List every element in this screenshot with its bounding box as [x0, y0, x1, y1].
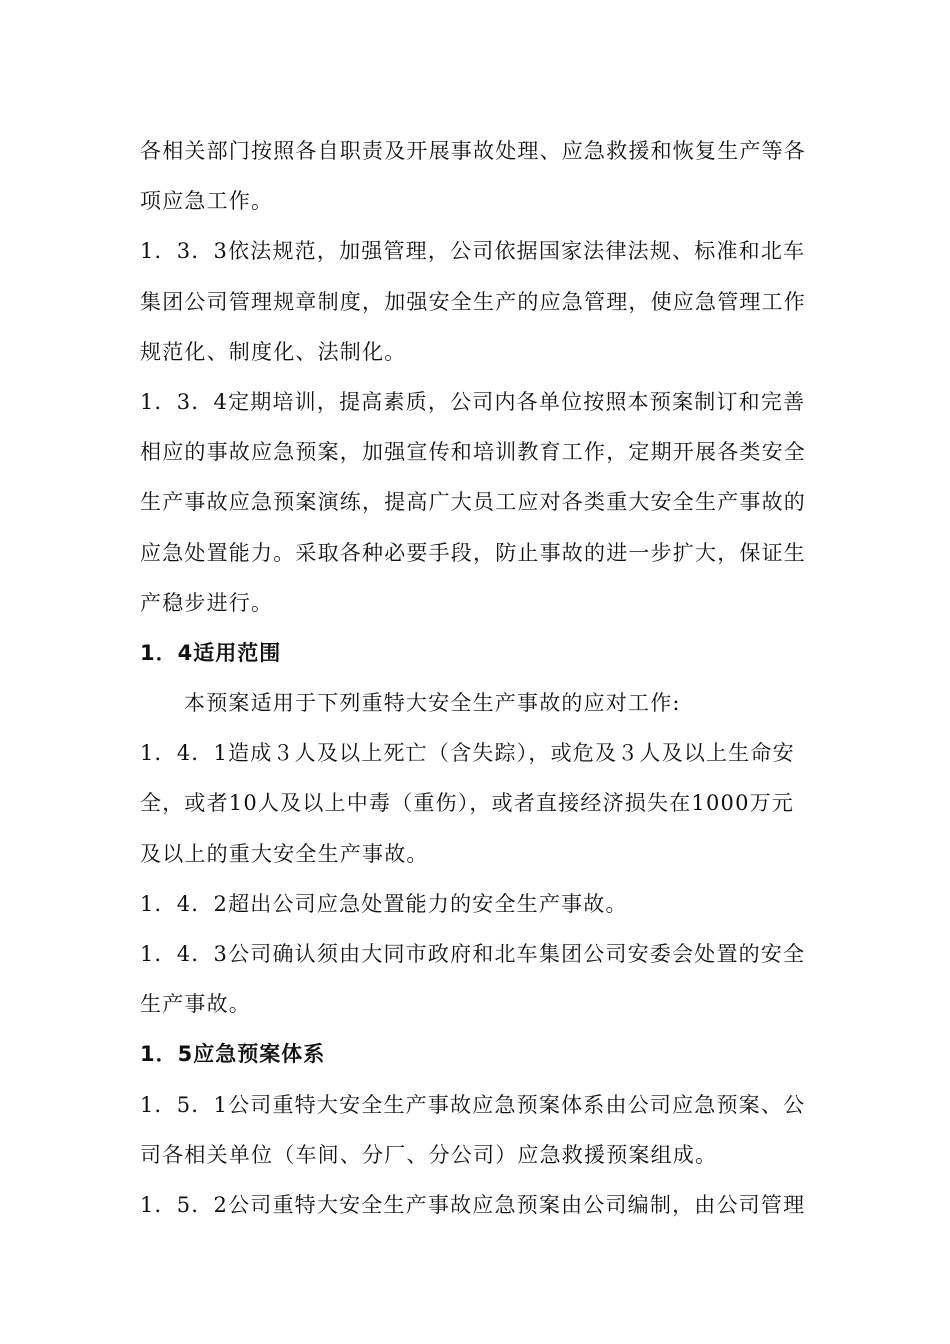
text-line: 相应的事故应急预案，加强宣传和培训教育工作，定期开展各类安全: [140, 440, 806, 465]
section-heading: 1．4适用范围: [140, 640, 282, 665]
text-line: 1．5．2公司重特大安全生产事故应急预案由公司编制，由公司管理: [140, 1192, 806, 1217]
text-line: 司各相关单位（车间、分厂、分公司）应急救援预案组成。: [140, 1142, 718, 1167]
text-line: 1．4．2超出公司应急处置能力的安全生产事故。: [140, 891, 628, 916]
text-line: 集团公司管理规章制度，加强安全生产的应急管理，使应急管理工作: [140, 289, 806, 314]
text-line: 1．5．1公司重特大安全生产事故应急预案体系由公司应急预案、公: [140, 1092, 806, 1117]
text-line: 全，或者10人及以上中毒（重伤），或者直接经济损失在1000万元: [140, 791, 795, 816]
text-line: 项应急工作。: [140, 189, 274, 214]
text-line: 1．3．4定期培训，提高素质，公司内各单位按照本预案制订和完善: [140, 389, 806, 414]
text-line: 各相关部门按照各自职责及开展事故处理、应急救援和恢复生产等各: [140, 139, 806, 163]
text-line: 1．4．1造成３人及以上死亡（含失踪），或危及３人及以上生命安: [140, 741, 795, 766]
text-line: 本预案适用于下列重特大安全生产事故的应对工作:: [184, 691, 681, 716]
text-line: 及以上的重大安全生产事故。: [140, 841, 429, 866]
text-line: 1．3．3依法规范，加强管理，公司依据国家法律法规、标准和北车: [140, 239, 806, 264]
document-page: [140, 126, 812, 1230]
text-line: 生产事故应急预案演练，提高广大员工应对各类重大安全生产事故的: [140, 490, 806, 515]
text-line: 规范化、制度化、法制化。: [140, 339, 407, 364]
text-line: 应急处置能力。采取各种必要手段，防止事故的进一步扩大，保证生: [140, 540, 806, 565]
text-line: 产稳步进行。: [140, 590, 274, 615]
text-line: 生产事故。: [140, 992, 251, 1017]
section-heading: 1．5应急预案体系: [140, 1042, 326, 1067]
text-line: 1．4．3公司确认须由大同市政府和北车集团公司安委会处置的安全: [140, 942, 806, 966]
